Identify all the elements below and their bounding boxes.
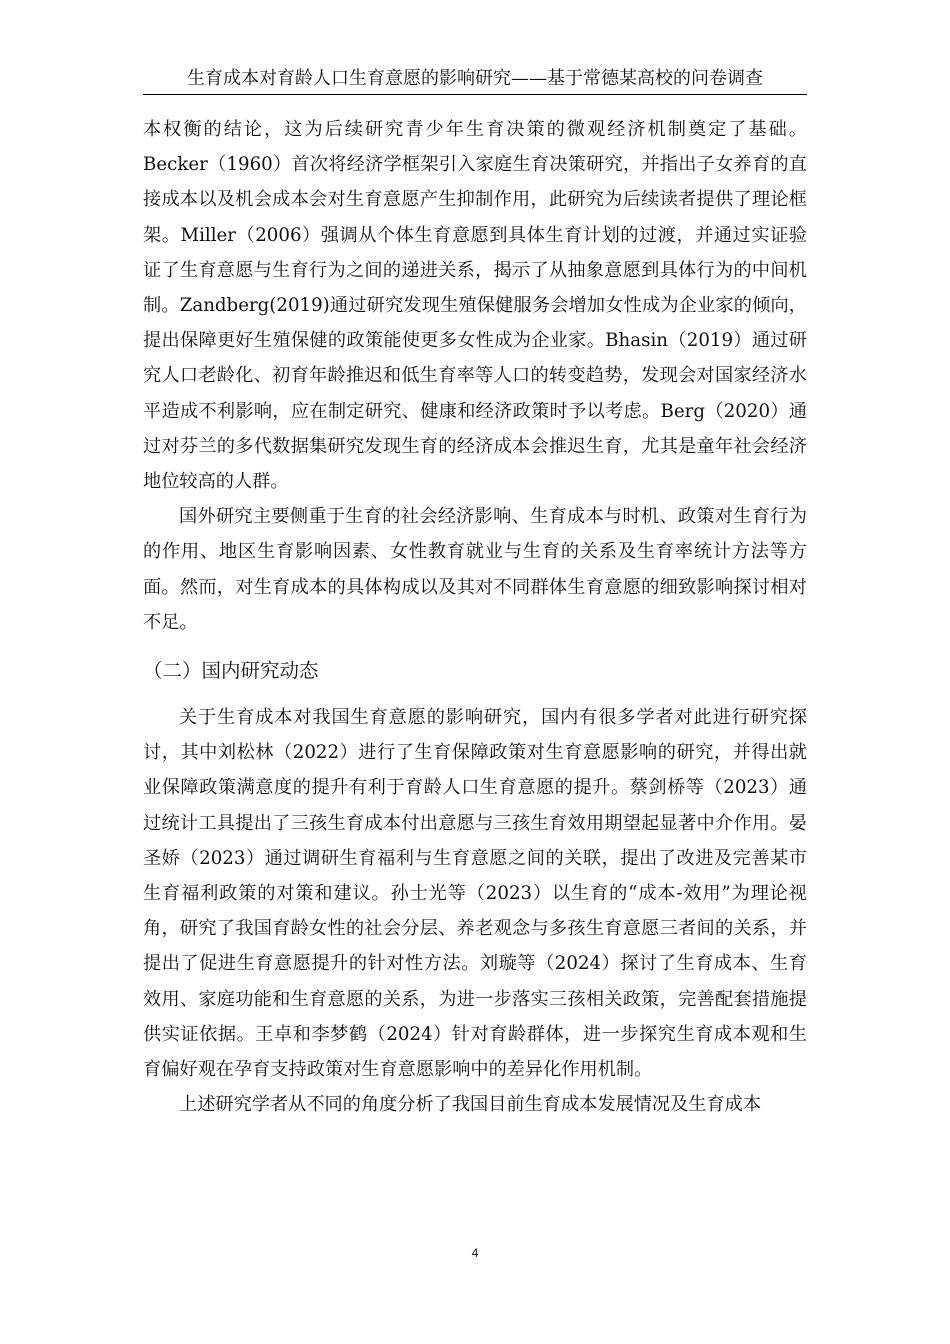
running-header: 生育成本对育龄人口生育意愿的影响研究——基于常德某高校的问卷调查 [143, 64, 807, 95]
paragraph-foreign-summary: 国外研究主要侧重于生育的社会经济影响、生育成本与时机、政策对生育行为的作用、地区生育影响因素、女性教育就业与生育的关系及生育率统计方法等方面。然而，对生育成本的具体构成以及其对不同群体生育意愿的细致影响探讨相对不足。 [143, 506, 807, 633]
page-number: 4 [471, 1246, 479, 1260]
body-text [143, 112, 807, 1122]
paragraph-domestic-studies: 关于生育成本对我国生育意愿的影响研究，国内有很多学者对此进行研究探讨，其中刘松林（2022）进行了生育保障政策对生育意愿影响的研究，并得出就业保障政策满意度的提升有利于育龄人口生育意愿的提升。蔡剑桥等（2023）通过统计工具提出了三孩生育成本付出意愿与三孩生育效用期望起显著中介作用。晏圣娇（2023）通过调研生育福利与生育意愿之间的关联，提出了改进及完善某市生育福利政策的对策和建议。孙士光等（2023）以生育的“成本-效用”为理论视角，研究了我国育龄女性的社会分层、养老观念与多孩生育意愿三者间的关系，并提出了促进生育意愿提升的针对性方法。刘璇等（2024）探讨了生育成本、生育效用、家庭功能和生育意愿的关系，为进一步落实三孩相关政策，完善配套措施提供实证依据。王卓和李梦鹤（2024）针对育龄群体，进一步探究生育成本观和生育偏好观在孕育支持政策对生育意愿影响中的差异化作用机制。 [143, 707, 807, 1081]
paragraph-foreign-studies-continued: 本权衡的结论，这为后续研究青少年生育决策的微观经济机制奠定了基础。Becker（1960）首次将经济学框架引入家庭生育决策研究，并指出子女养育的直接成本以及机会成本会对生育意愿产生抑制作用，此研究为后续读者提供了理论框架。Miller（2006）强调从个体生育意愿到具体生育计划的过渡，并通过实证验证了生育意愿与生育行为之间的递进关系，揭示了从抽象意愿到具体行为的中间机制。Zandberg(2019)通过研究发现生殖保健服务会增加女性成为企业家的倾向，提出保障更好生殖保健的政策能使更多女性成为企业家。Bhasin（2019）通过研究人口老龄化、初育年龄推迟和低生育率等人口的转变趋势，发现会对国家经济水平造成不利影响，应在制定研究、健康和经济政策时予以考虑。Berg（2020）通过对芬兰的多代数据集研究发现生育的经济成本会推迟生育，尤其是童年社会经济地位较高的人群。 [143, 119, 807, 493]
section-heading-domestic-research: （二）国内研究动态 [143, 659, 319, 683]
paragraph-domestic-summary: 上述研究学者从不同的角度分析了我国目前生育成本发展情况及生育成本 [179, 1094, 762, 1116]
